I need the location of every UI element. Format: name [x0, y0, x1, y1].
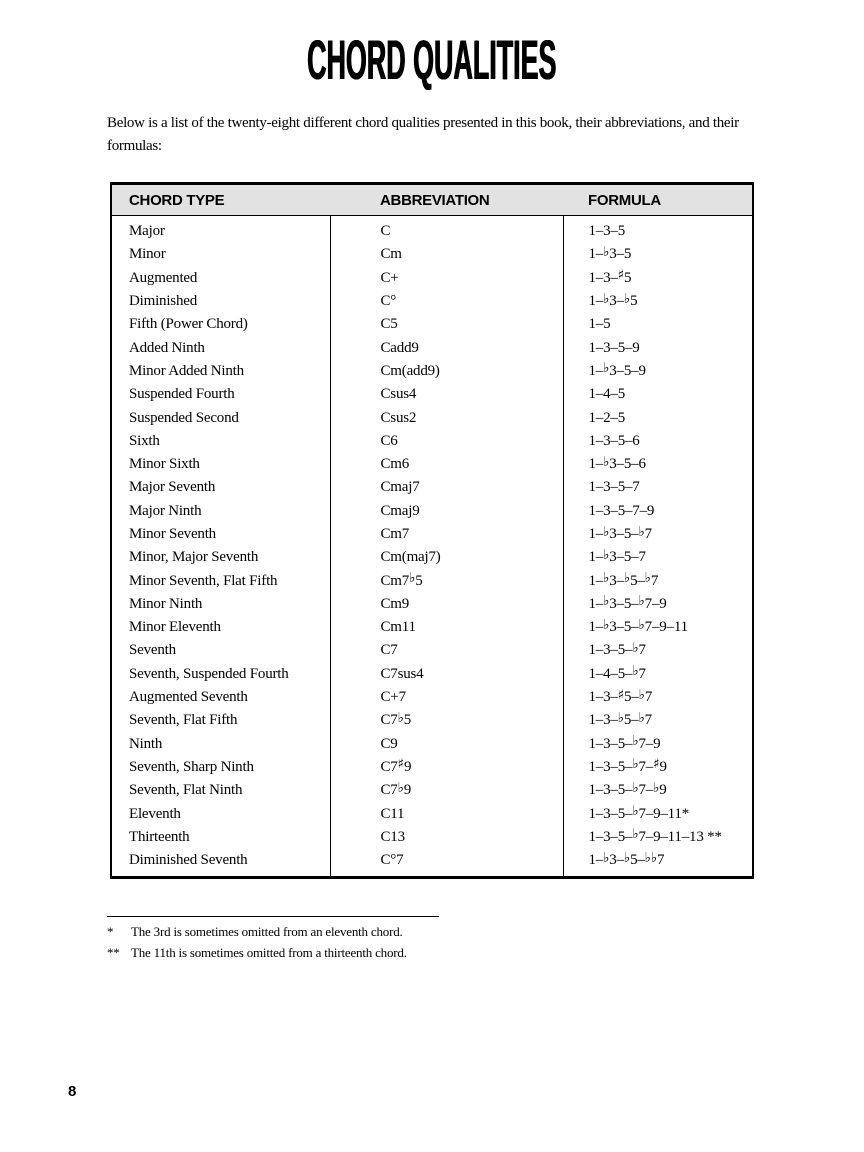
chord-type-cell: Augmented: [129, 269, 198, 286]
table-row: [111, 663, 753, 686]
formula-cell: 1–♭3–♭5–♭7: [563, 569, 753, 592]
abbreviation-cell: Cm11: [330, 616, 563, 639]
chord-type-cell: Major Seventh: [129, 479, 216, 496]
table-row: [111, 336, 753, 359]
formula-cell: 1–3–5–7–9: [563, 500, 753, 523]
abbreviation-cell: C7sus4: [330, 663, 563, 686]
abbreviation-cell: Cmaj7: [330, 476, 563, 499]
formula-cell: 1–3–5–♭7–♭9: [563, 779, 753, 802]
chord-type-cell: Diminished: [129, 293, 197, 310]
abbreviation-cell: Csus2: [330, 406, 563, 429]
formula-cell: 1–3–5–♭7–9–11–13 **: [563, 826, 753, 849]
chord-type-cell: Fifth (Power Chord): [129, 316, 248, 333]
chord-type-cell: Thirteenth: [129, 828, 190, 845]
formula-cell: 1–3–5–♭7: [563, 639, 753, 662]
chord-type-cell: Seventh, Flat Fifth: [129, 712, 238, 729]
formula-cell: 1–♭3–5–7: [563, 546, 753, 569]
table-row: [111, 616, 753, 639]
chord-type-cell: Major Ninth: [129, 502, 202, 519]
chord-type-cell: Minor Added Ninth: [129, 362, 244, 379]
chord-type-cell: Seventh, Suspended Fourth: [129, 665, 289, 682]
formula-cell: 1–4–5: [563, 383, 753, 406]
abbreviation-cell: Cm6: [330, 453, 563, 476]
formula-cell: 1–♭3–5: [563, 243, 753, 266]
table-row: [111, 569, 753, 592]
footnote-marker: *: [107, 924, 114, 939]
abbreviation-cell: Cm: [330, 243, 563, 266]
table-row: [111, 779, 753, 802]
footnote: [107, 921, 527, 942]
table-row: [111, 593, 753, 616]
table-row: [111, 639, 753, 662]
page-title-text: CHORD QUALITIES: [307, 28, 557, 91]
chord-type-cell: Diminished Seventh: [129, 852, 248, 869]
formula-cell: 1–♭3–5–9: [563, 360, 753, 383]
chord-type-cell: Minor Eleventh: [129, 619, 221, 636]
table-row: [111, 709, 753, 732]
table-row: [111, 267, 753, 290]
table-row: [111, 733, 753, 756]
formula-cell: 1–3–♭5–♭7: [563, 709, 753, 732]
intro-paragraph: Below is a list of the twenty-eight different chord qualities presented in this book, their abbreviations, and their formulas:: [107, 115, 739, 154]
table-row: [111, 243, 753, 266]
col-header-formula: FORMULA: [588, 191, 661, 209]
col-header-chord-type: CHORD TYPE: [129, 191, 225, 209]
chord-type-cell: Ninth: [129, 735, 163, 752]
abbreviation-cell: Cm(maj7): [330, 546, 563, 569]
formula-cell: 1–3–5–♭7–9: [563, 733, 753, 756]
formula-cell: 1–2–5: [563, 406, 753, 429]
abbreviation-cell: C°7: [330, 849, 563, 878]
formula-cell: 1–♭3–5–♭7–9–11: [563, 616, 753, 639]
chord-table-body: [111, 216, 753, 878]
abbreviation-cell: C11: [330, 802, 563, 825]
table-row: [111, 546, 753, 569]
formula-cell: 1–3–5–♭7–♯9: [563, 756, 753, 779]
chord-type-cell: Suspended Second: [129, 409, 239, 426]
abbreviation-cell: C7: [330, 639, 563, 662]
footnote-marker: **: [107, 945, 120, 960]
table-row: [111, 313, 753, 336]
chord-type-cell: Seventh, Sharp Ninth: [129, 758, 254, 775]
footnote-text: The 11th is sometimes omitted from a thirteenth chord.: [131, 945, 407, 960]
table-row: [111, 453, 753, 476]
abbreviation-cell: Cm9: [330, 593, 563, 616]
table-row: [111, 849, 753, 878]
chord-qualities-table: [110, 182, 754, 879]
col-header-abbreviation: ABBREVIATION: [380, 191, 490, 209]
chord-type-cell: Minor: [129, 246, 166, 263]
chord-type-cell: Sixth: [129, 432, 160, 449]
abbreviation-cell: C7♯9: [330, 756, 563, 779]
footnotes: [107, 916, 527, 963]
table-row: [111, 476, 753, 499]
formula-cell: 1–3–5: [563, 216, 753, 244]
abbreviation-cell: Csus4: [330, 383, 563, 406]
abbreviation-cell: C+: [330, 267, 563, 290]
abbreviation-cell: C7♭5: [330, 709, 563, 732]
formula-cell: 1–3–5–9: [563, 336, 753, 359]
chord-type-cell: Added Ninth: [129, 339, 205, 356]
chord-type-cell: Minor, Major Seventh: [129, 549, 259, 566]
abbreviation-cell: Cm(add9): [330, 360, 563, 383]
formula-cell: 1–♭3–5–♭7–9: [563, 593, 753, 616]
formula-cell: 1–♭3–5–♭7: [563, 523, 753, 546]
table-row: [111, 216, 753, 244]
table-row: [111, 826, 753, 849]
table-row: [111, 360, 753, 383]
formula-cell: 1–3–♯5–♭7: [563, 686, 753, 709]
chord-type-cell: Minor Sixth: [129, 456, 200, 473]
formula-cell: 1–3–5–6: [563, 430, 753, 453]
formula-cell: 1–4–5–♭7: [563, 663, 753, 686]
page-number: 8: [68, 1083, 77, 1100]
abbreviation-cell: C6: [330, 430, 563, 453]
abbreviation-cell: C: [330, 216, 563, 244]
table-row: [111, 290, 753, 313]
chord-type-cell: Augmented Seventh: [129, 689, 248, 706]
table-row: [111, 430, 753, 453]
formula-cell: 1–♭3–5–6: [563, 453, 753, 476]
footnote-text: The 3rd is sometimes omitted from an eleventh chord.: [131, 924, 403, 939]
formula-cell: 1–3–♯5: [563, 267, 753, 290]
abbreviation-cell: C5: [330, 313, 563, 336]
formula-cell: 1–♭3–♭5: [563, 290, 753, 313]
table-row: [111, 406, 753, 429]
chord-type-cell: Minor Seventh: [129, 526, 216, 542]
abbreviation-cell: C13: [330, 826, 563, 849]
table-row: [111, 500, 753, 523]
chord-type-cell: Suspended Fourth: [129, 386, 235, 403]
chord-type-cell: Minor Ninth: [129, 595, 203, 612]
abbreviation-cell: C7♭9: [330, 779, 563, 802]
table-row: [111, 686, 753, 709]
abbreviation-cell: C9: [330, 733, 563, 756]
chord-type-cell: Seventh, Flat Ninth: [129, 782, 243, 799]
chord-type-cell: Minor Seventh, Flat Fifth: [129, 572, 278, 589]
chord-type-cell: Eleventh: [129, 805, 181, 822]
formula-cell: 1–5: [563, 313, 753, 336]
footnote-rule: [107, 916, 439, 917]
page-title: [0, 30, 864, 94]
abbreviation-cell: Cm7: [330, 523, 563, 546]
chord-type-cell: Seventh: [129, 642, 176, 659]
table-row: [111, 756, 753, 779]
table-row: [111, 523, 753, 546]
abbreviation-cell: Cm7♭5: [330, 569, 563, 592]
abbreviation-cell: C+7: [330, 686, 563, 709]
chord-type-cell: Major: [129, 223, 165, 240]
abbreviation-cell: Cadd9: [330, 336, 563, 359]
table-row: [111, 383, 753, 406]
abbreviation-cell: C°: [330, 290, 563, 313]
formula-cell: 1–3–5–7: [563, 476, 753, 499]
formula-cell: 1–3–5–♭7–9–11*: [563, 802, 753, 825]
table-header-row: [111, 184, 753, 216]
footnote: [107, 942, 527, 963]
table-row: [111, 802, 753, 825]
abbreviation-cell: Cmaj9: [330, 500, 563, 523]
formula-cell: 1–♭3–♭5–♭♭7: [563, 849, 753, 878]
